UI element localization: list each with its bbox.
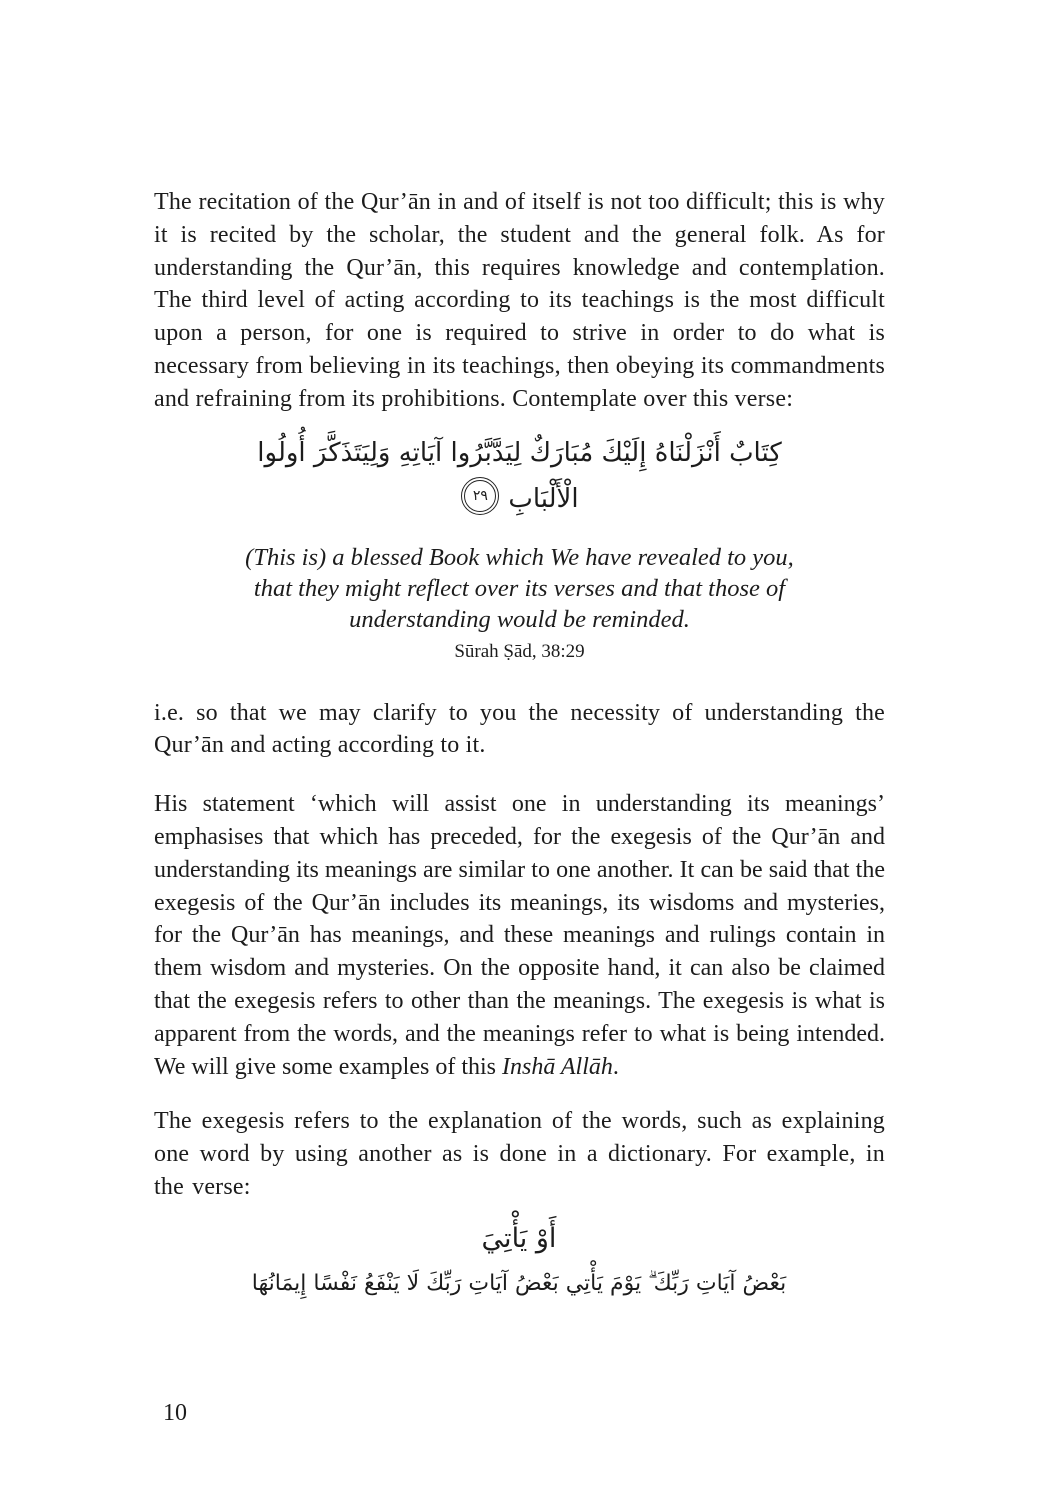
ayah-end-medallion xyxy=(464,480,496,512)
text-column xyxy=(154,186,885,1306)
paragraph-exegesis-meanings xyxy=(154,788,885,1083)
paragraph-exegesis-text: His statement ‘which will assist one in understanding its meanings’ emphasises that which has preceded, for the exegesis of the Qur’ān and understanding its meanings are similar to one another. It can be said that the exegesis of the Qur’ān includes its meanings, its wisdoms and mysteries, for the Qur’ān has meanings, and these meanings and rulings contain in them wisdom and mysteries. On the opposite hand, it can also be claimed that the exegesis refers to other than the meanings. The exegesis is what is apparent from the words, and the meanings refer to what is being intended. We will give some examples of this xyxy=(154,791,885,1080)
translation-line-1: (This is) a blessed Book which We have revealed to you, xyxy=(245,543,794,571)
arabic-verse2-line-1: أَوْ يَأْتِيَ xyxy=(481,1222,557,1254)
arabic-verse-sad-38-29 xyxy=(154,430,885,522)
paragraph-dictionary-example: The exegesis refers to the explanation of the words, such as explaining one word by using another as is done in a dictionary. For example, in the verse: xyxy=(154,1108,885,1200)
verse-citation: Sūrah Ṣād, 38:29 xyxy=(454,640,585,662)
translation-line-3: understanding would be reminded. xyxy=(349,605,690,633)
arabic-verse2-line-2: بَعْضُ آيَاتِ رَبِّكَ ۗ يَوْمَ يَأْتِي بَعْضُ آيَاتِ رَبِّكَ لَا يَنْفَعُ نَفْسًا إِيمَانُهَا xyxy=(251,1270,787,1296)
page-number: 10 xyxy=(163,1400,187,1426)
verse-translation xyxy=(154,542,885,635)
arabic-verse-line-1: كِتَابٌ أَنْزَلْنَاهُ إِلَيْكَ مُبَارَكٌ لِيَدَّبَّرُوا آيَاتِهِ وَلِيَتَذَكَّرَ أُولُوا xyxy=(257,437,782,468)
paragraph-clarification: i.e. so that we may clarify to you the necessity of understanding the Qur’ān and acting according to it. xyxy=(154,699,885,759)
insha-allah-italic: Inshā Allāh xyxy=(502,1053,613,1080)
paragraph-recitation-levels: The recitation of the Qur’ān in and of itself is not too difficult; this is why it is recited by the scholar, the student and the general folk. As for understanding the Qur’ān, this requires knowledge and contemplation. The third level of acting according to its teachings is the most difficult upon a person, for one is required to strive in order to do what is necessary from believing in its teachings, then obeying its commandments and refraining from its prohibitions. Contemplate over this verse: xyxy=(154,189,885,412)
ayah-number: ٢٩ xyxy=(472,488,488,505)
translation-line-2: that they might reflect over its verses and that those of xyxy=(253,574,786,602)
arabic-verse-anam-6-158 xyxy=(69,1216,969,1306)
arabic-verse-line-2-text: الْأَلْبَابِ xyxy=(508,483,579,514)
arabic-verse-line-2 xyxy=(154,476,885,522)
paragraph-exegesis-period: . xyxy=(612,1053,619,1080)
